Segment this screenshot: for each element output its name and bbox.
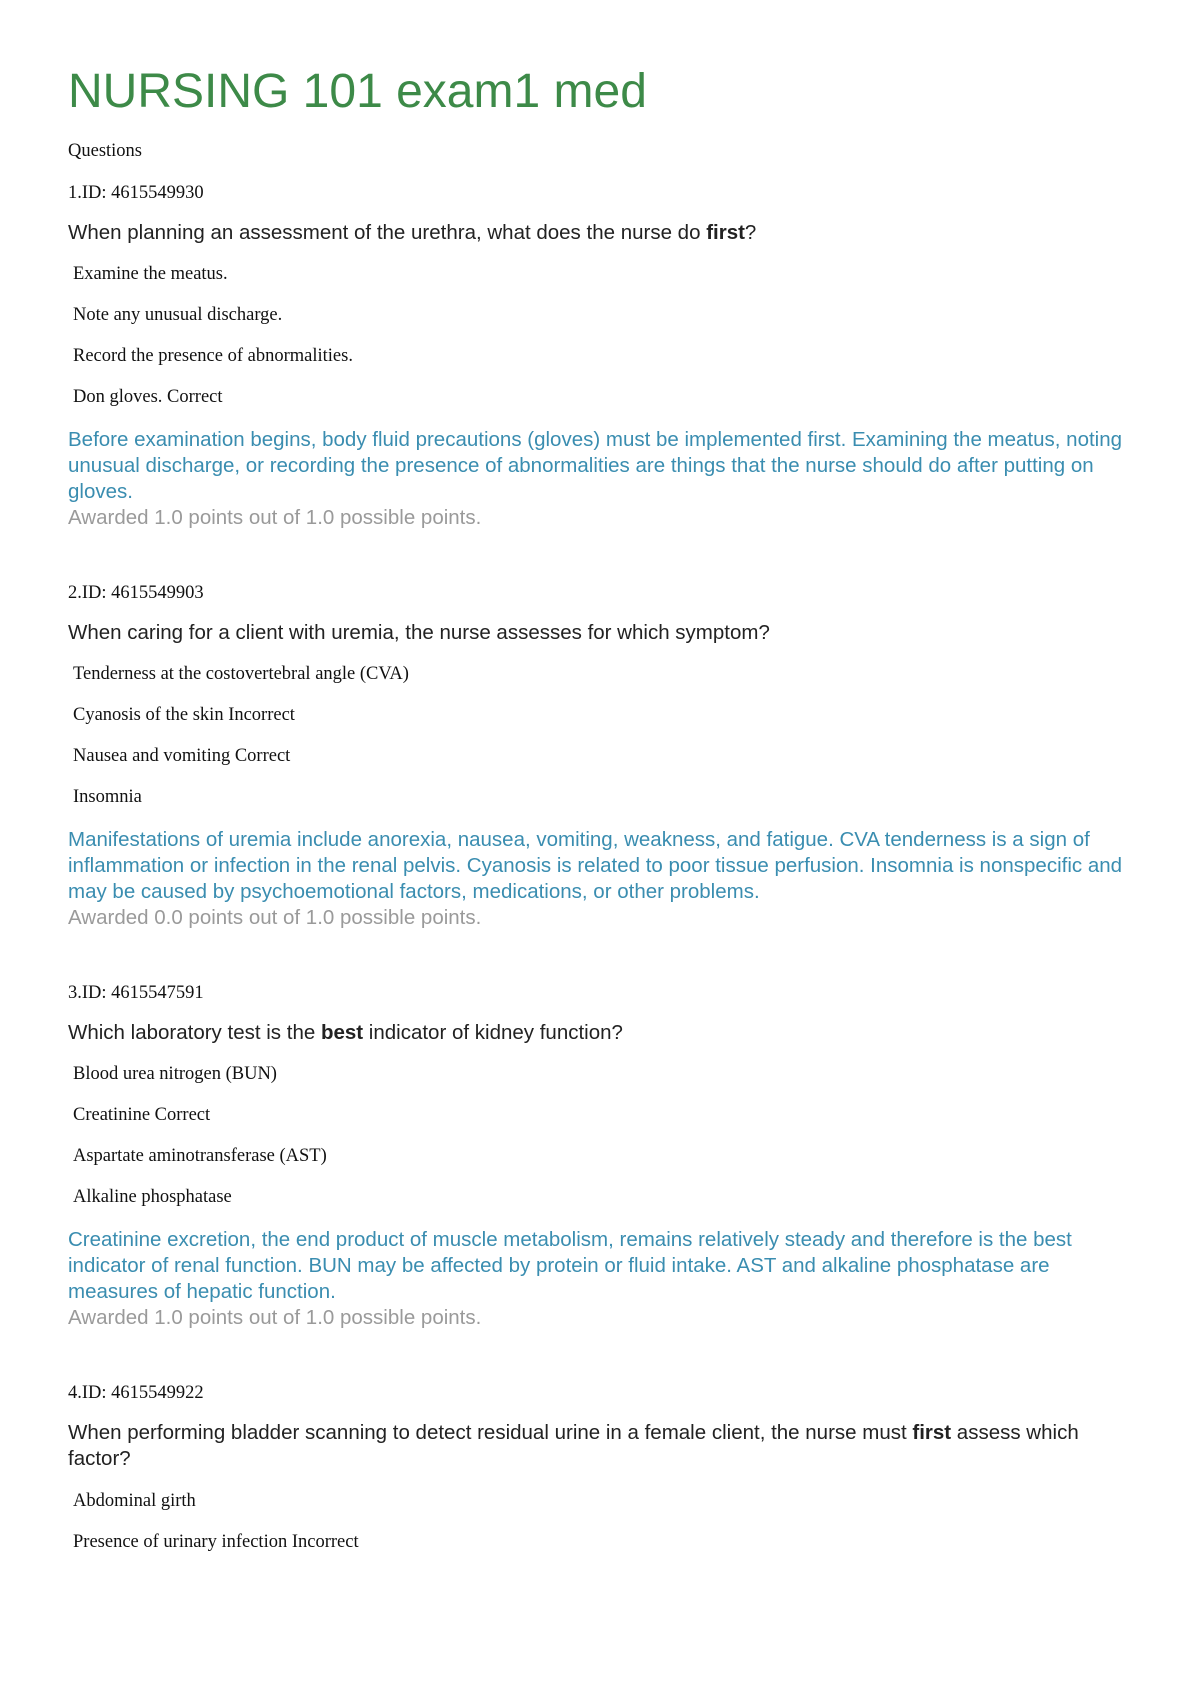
answer-option: Tenderness at the costovertebral angle (CVA): [73, 664, 409, 684]
answer-option-incorrect: Cyanosis of the skin Incorrect: [73, 705, 295, 725]
answer-option: Aspartate aminotransferase (AST): [73, 1146, 327, 1166]
answer-option-correct: Don gloves. Correct: [73, 387, 223, 407]
answer-option-correct: Nausea and vomiting Correct: [73, 746, 291, 766]
question-text: When performing bladder scanning to detect residual urine in a female client, the nurse must first assess which factor?: [68, 1421, 1079, 1470]
score-text: Awarded 0.0 points out of 1.0 possible points.: [68, 906, 482, 929]
answer-option: Blood urea nitrogen (BUN): [73, 1064, 277, 1084]
answer-option-incorrect: Presence of urinary infection Incorrect: [73, 1532, 359, 1552]
answer-explanation: Creatinine excretion, the end product of muscle metabolism, remains relatively steady and therefore is the best indicator of renal function. BUN may be affected by protein or fluid intake. AST and alkaline phosphatase are measures of hepatic function.: [68, 1228, 1072, 1303]
question-text: When planning an assessment of the urethra, what does the nurse do first?: [68, 221, 757, 244]
score-text: Awarded 1.0 points out of 1.0 possible points.: [68, 506, 482, 529]
document-title: NURSING 101 exam1 med: [68, 65, 647, 118]
answer-option: Abdominal girth: [73, 1491, 196, 1511]
answer-explanation: Manifestations of uremia include anorexia, nausea, vomiting, weakness, and fatigue. CVA tenderness is a sign of inflammation or infection in the renal pelvis. Cyanosis is related to poor tissue perfusion. Insomnia is nonspecific and may be caused by psychoemotional factors, medications, or other problems.: [68, 828, 1123, 903]
answer-option: Note any unusual discharge.: [73, 305, 283, 325]
answer-option: Insomnia: [73, 787, 142, 807]
answer-option: Record the presence of abnormalities.: [73, 346, 353, 366]
question-id: 3.ID: 4615547591: [68, 983, 204, 1003]
section-label: Questions: [68, 141, 142, 161]
answer-explanation: Before examination begins, body fluid precautions (gloves) must be implemented first. Examining the meatus, noting unusual discharge, or recording the presence of abnormalities are things that the nurse should do after putting on gloves.: [68, 428, 1123, 503]
question-text: Which laboratory test is the best indicator of kidney function?: [68, 1021, 623, 1044]
question-id: 4.ID: 4615549922: [68, 1383, 204, 1403]
question-text: When caring for a client with uremia, the nurse assesses for which symptom?: [68, 621, 770, 644]
question-id: 2.ID: 4615549903: [68, 583, 204, 603]
answer-option: Examine the meatus.: [73, 264, 228, 284]
answer-option-correct: Creatinine Correct: [73, 1105, 211, 1125]
question-id: 1.ID: 4615549930: [68, 183, 204, 203]
answer-option: Alkaline phosphatase: [73, 1187, 232, 1207]
score-text: Awarded 1.0 points out of 1.0 possible points.: [68, 1306, 482, 1329]
